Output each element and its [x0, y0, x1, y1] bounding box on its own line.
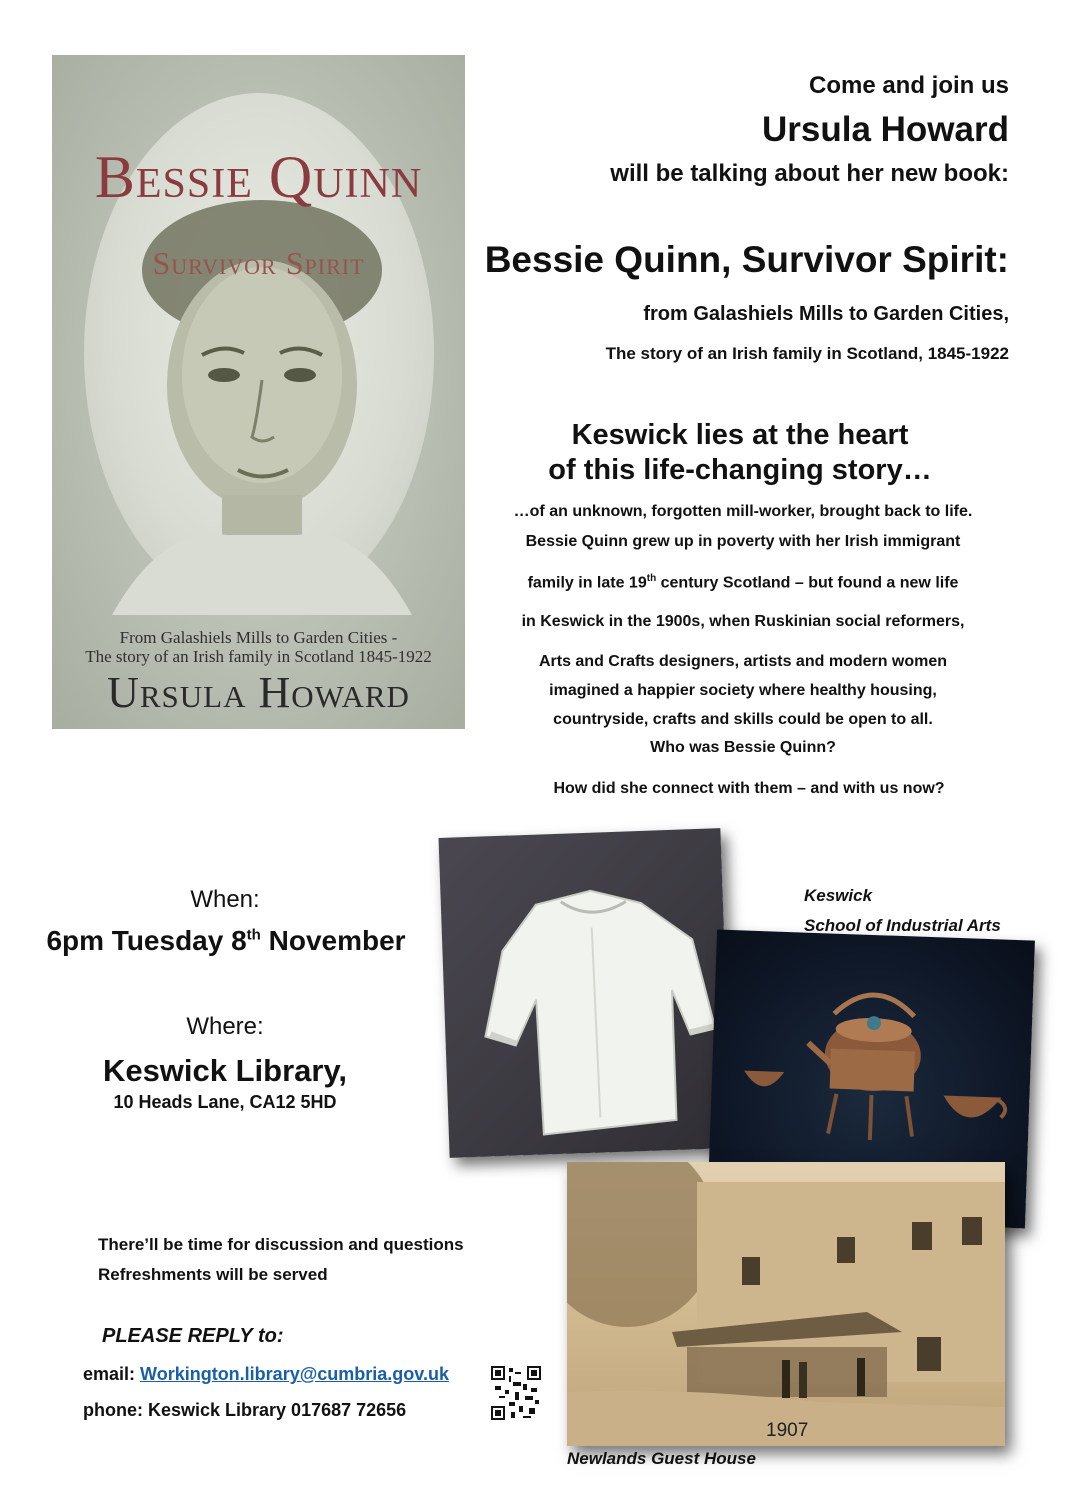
- description-line: in Keswick in the 1900s, when Ruskinian social reformers,: [521, 613, 965, 630]
- when-label-text: When: [190, 886, 254, 913]
- email-line: [83, 1364, 449, 1385]
- photo-year: 1907: [766, 1420, 809, 1441]
- email-label: email:: [83, 1364, 141, 1384]
- book-title: Bessie Quinn, Survivor Spirit:: [484, 239, 1009, 280]
- email-link[interactable]: Workington.library@cumbria.gov.uk: [140, 1364, 449, 1384]
- cover-title: Bessie Quinn: [94, 144, 423, 210]
- cover-author: Ursula Howard: [107, 668, 410, 717]
- cover-tagline-1: From Galashiels Mills to Garden Cities -: [119, 628, 398, 647]
- description-line: Bessie Quinn grew up in poverty with her Irish immigrant: [525, 533, 961, 550]
- description-line: Arts and Crafts designers, artists and modern women: [538, 653, 948, 670]
- description-line: imagined a happier society where healthy housing,: [549, 682, 937, 699]
- description-text: family in late 19: [527, 574, 647, 592]
- description-line: How did she connect with them – and with us now?: [553, 780, 945, 797]
- description-text: century Scotland – but found a new life: [656, 574, 959, 592]
- venue-address: 10 Heads Lane, CA12 5HD: [113, 1092, 337, 1112]
- refreshments-note: Refreshments will be served: [98, 1265, 328, 1284]
- description-line: countryside, crafts and skills could be open to all.: [553, 711, 933, 728]
- event-date-superscript: th: [246, 926, 261, 944]
- when-label: [160, 886, 290, 914]
- where-label: [160, 1013, 290, 1041]
- keswick-heading-line-1: Keswick lies at the heart: [571, 419, 909, 451]
- event-date-text: 6pm Tuesday 8: [46, 925, 247, 956]
- description-superscript: th: [646, 573, 657, 584]
- discussion-note: There’ll be time for discussion and questions: [98, 1235, 464, 1254]
- book-subtitle: from Galashiels Mills to Garden Cities,: [643, 303, 1009, 325]
- newlands-guest-house-photo: [567, 1162, 1005, 1446]
- book-cover: [52, 55, 465, 729]
- description-line: …of an unknown, forgotten mill-worker, brought back to life.: [513, 503, 973, 520]
- book-story-line: The story of an Irish family in Scotland, 1845-1922: [605, 344, 1009, 363]
- phone-line: phone: Keswick Library 017687 72656: [83, 1400, 407, 1420]
- caption-newlands: Newlands Guest House: [567, 1449, 756, 1468]
- description-line: Who was Bessie Quinn?: [650, 739, 836, 756]
- gown-illustration: [439, 828, 732, 1158]
- christening-gown-photo: [439, 828, 732, 1158]
- caption-keswick: Keswick: [804, 886, 873, 905]
- qr-code[interactable]: [491, 1366, 541, 1420]
- cover-tagline-2: The story of an Irish family in Scotland 1845-1922: [85, 647, 432, 666]
- speaker-name: Ursula Howard: [762, 110, 1009, 149]
- keswick-heading: [480, 418, 1000, 488]
- description-line: [478, 573, 1008, 592]
- caption-school: School of Industrial Arts: [804, 916, 1001, 935]
- talking-line: will be talking about her new book:: [610, 160, 1009, 187]
- join-heading: Come and join us: [808, 72, 1009, 99]
- cover-subtitle: Survivor Spirit: [152, 245, 365, 281]
- venue-name: Keswick Library,: [102, 1053, 348, 1088]
- reply-heading: PLEASE REPLY to:: [102, 1325, 284, 1347]
- house-illustration: [567, 1162, 1005, 1446]
- when-colon: :: [253, 886, 260, 913]
- event-date-month: November: [260, 925, 406, 956]
- where-colon: :: [257, 1013, 264, 1040]
- event-date: [30, 925, 422, 957]
- keswick-heading-line-2: of this life-changing story…: [548, 454, 932, 486]
- where-label-text: Where: [186, 1013, 257, 1040]
